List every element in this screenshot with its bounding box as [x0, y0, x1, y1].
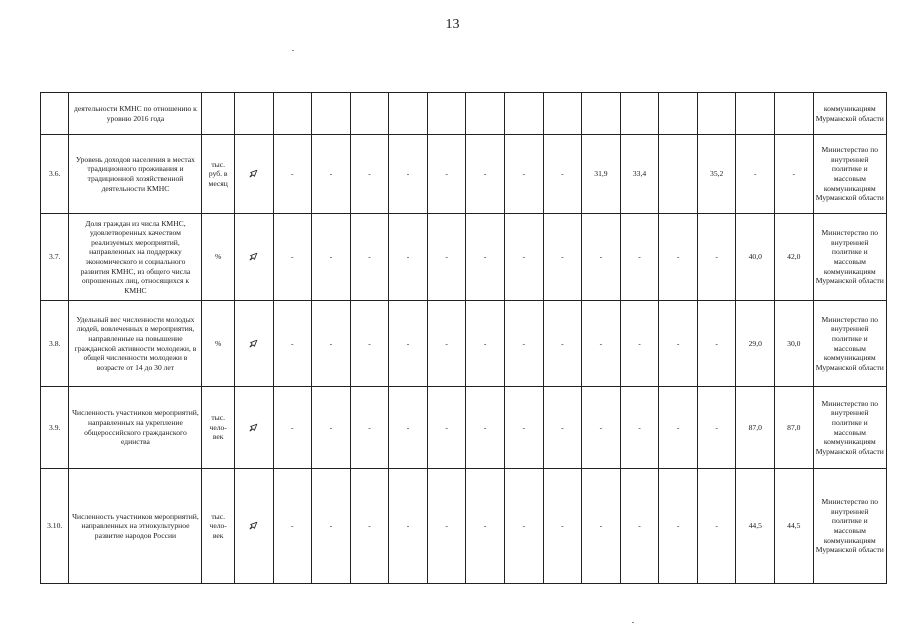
unit-cell: тыс. руб. в месяц: [202, 135, 234, 214]
value-cell: [582, 93, 621, 135]
row-number: [41, 93, 69, 135]
trend-arrow-icon: [248, 168, 260, 180]
value-cell: -: [736, 135, 775, 214]
trend-cell: [234, 469, 273, 584]
value-cell: -: [697, 387, 736, 469]
trend-cell: [234, 214, 273, 301]
value-cell: -: [504, 214, 543, 301]
value-cell: -: [697, 469, 736, 584]
value-cell: -: [312, 387, 351, 469]
value-cell: 42,0: [775, 214, 814, 301]
table-row: [41, 93, 887, 135]
trend-arrow-icon: [248, 251, 260, 263]
value-cell: -: [389, 387, 428, 469]
value-cell: -: [775, 135, 814, 214]
table-row: [41, 301, 887, 387]
value-cell: -: [273, 135, 312, 214]
value-cell: -: [659, 214, 698, 301]
value-cell: -: [427, 469, 466, 584]
value-cell: -: [620, 214, 659, 301]
value-cell: -: [389, 214, 428, 301]
scan-speck: [632, 622, 634, 623]
table-row: [41, 469, 887, 584]
trend-arrow-icon: [248, 422, 260, 434]
unit-cell: тыс. чело-век: [202, 387, 234, 469]
value-cell: -: [427, 135, 466, 214]
value-cell: [620, 93, 659, 135]
trend-cell: [234, 387, 273, 469]
responsible-cell: Министерство по внутренней политике и массовым коммуникациям Мурманской области: [813, 301, 886, 387]
row-number: 3.9.: [41, 387, 69, 469]
value-cell: -: [389, 469, 428, 584]
indicator-title: Численность участников мероприятий, направленных на укрепление общероссийского гражданского единства: [69, 387, 202, 469]
value-cell: -: [466, 214, 505, 301]
value-cell: [659, 93, 698, 135]
row-number: 3.6.: [41, 135, 69, 214]
row-number: 3.8.: [41, 301, 69, 387]
value-cell: -: [466, 301, 505, 387]
value-cell: 30,0: [775, 301, 814, 387]
value-cell: 33,4: [620, 135, 659, 214]
page-number: 13: [445, 17, 460, 32]
trend-cell: [234, 135, 273, 214]
indicator-title: деятельности КМНС по отношению к уровню 2016 года: [69, 93, 202, 135]
indicators-table: [40, 92, 887, 584]
value-cell: -: [273, 469, 312, 584]
trend-cell: [234, 301, 273, 387]
value-cell: [389, 93, 428, 135]
value-cell: -: [350, 301, 389, 387]
scan-speck: [292, 50, 294, 51]
value-cell: [659, 135, 698, 214]
value-cell: -: [350, 214, 389, 301]
value-cell: -: [543, 469, 582, 584]
value-cell: [543, 93, 582, 135]
value-cell: -: [389, 135, 428, 214]
value-cell: [350, 93, 389, 135]
value-cell: -: [312, 301, 351, 387]
value-cell: -: [273, 214, 312, 301]
unit-cell: %: [202, 301, 234, 387]
value-cell: [312, 93, 351, 135]
value-cell: 44,5: [775, 469, 814, 584]
value-cell: -: [543, 135, 582, 214]
trend-cell: [234, 93, 273, 135]
value-cell: -: [582, 469, 621, 584]
table-row: [41, 387, 887, 469]
value-cell: -: [466, 387, 505, 469]
value-cell: 40,0: [736, 214, 775, 301]
value-cell: -: [427, 214, 466, 301]
row-number: 3.7.: [41, 214, 69, 301]
table-body: [41, 93, 887, 584]
value-cell: -: [312, 214, 351, 301]
value-cell: 44,5: [736, 469, 775, 584]
value-cell: [736, 93, 775, 135]
value-cell: 31,9: [582, 135, 621, 214]
indicator-title: Численность участников мероприятий, направленных на этнокультурное развитие народов России: [69, 469, 202, 584]
unit-cell: тыс. чело-век: [202, 469, 234, 584]
value-cell: -: [350, 135, 389, 214]
unit-cell: [202, 93, 234, 135]
indicator-title: Уровень доходов населения в местах традиционного проживания и традиционной хозяйственной деятельности КМНС: [69, 135, 202, 214]
value-cell: -: [350, 469, 389, 584]
responsible-cell: Министерство по внутренней политике и массовым коммуникациям Мурманской области: [813, 387, 886, 469]
value-cell: -: [543, 214, 582, 301]
table-row: [41, 214, 887, 301]
value-cell: -: [659, 301, 698, 387]
value-cell: -: [466, 135, 505, 214]
value-cell: -: [504, 301, 543, 387]
value-cell: -: [659, 387, 698, 469]
value-cell: -: [312, 469, 351, 584]
row-number: 3.10.: [41, 469, 69, 584]
value-cell: [775, 93, 814, 135]
value-cell: -: [620, 469, 659, 584]
responsible-cell: коммуникациям Мурманской области: [813, 93, 886, 135]
responsible-cell: Министерство по внутренней политике и массовым коммуникациям Мурманской области: [813, 469, 886, 584]
trend-arrow-icon: [248, 338, 260, 350]
value-cell: -: [427, 387, 466, 469]
value-cell: -: [427, 301, 466, 387]
value-cell: [427, 93, 466, 135]
table-row: [41, 135, 887, 214]
indicator-title: Удельный вес численности молодых людей, вовлеченных в мероприятия, направленные на повышение гражданской активности молодежи, в общей численности молодежи в возрасте от 14 до 30 лет: [69, 301, 202, 387]
responsible-cell: Министерство по внутренней политике и массовым коммуникациям Мурманской области: [813, 214, 886, 301]
value-cell: 87,0: [775, 387, 814, 469]
value-cell: -: [582, 387, 621, 469]
value-cell: -: [659, 469, 698, 584]
value-cell: 29,0: [736, 301, 775, 387]
value-cell: -: [543, 301, 582, 387]
value-cell: 87,0: [736, 387, 775, 469]
value-cell: [697, 93, 736, 135]
value-cell: -: [389, 301, 428, 387]
value-cell: -: [582, 301, 621, 387]
unit-cell: %: [202, 214, 234, 301]
value-cell: -: [504, 469, 543, 584]
value-cell: -: [697, 214, 736, 301]
value-cell: -: [504, 135, 543, 214]
value-cell: -: [620, 387, 659, 469]
indicator-title: Доля граждан из числа КМНС, удовлетворенных качеством реализуемых мероприятий, направленных на поддержку экономического и социального развития КМНС, из общего числа опрошенных лиц, относящихся к КМНС: [69, 214, 202, 301]
responsible-cell: Министерство по внутренней политике и массовым коммуникациям Мурманской области: [813, 135, 886, 214]
value-cell: -: [312, 135, 351, 214]
value-cell: -: [504, 387, 543, 469]
value-cell: -: [543, 387, 582, 469]
value-cell: [466, 93, 505, 135]
value-cell: 35,2: [697, 135, 736, 214]
value-cell: [504, 93, 543, 135]
value-cell: -: [273, 301, 312, 387]
trend-arrow-icon: [248, 520, 260, 532]
value-cell: -: [697, 301, 736, 387]
value-cell: -: [273, 387, 312, 469]
value-cell: -: [350, 387, 389, 469]
value-cell: -: [620, 301, 659, 387]
value-cell: -: [582, 214, 621, 301]
value-cell: [273, 93, 312, 135]
value-cell: -: [466, 469, 505, 584]
